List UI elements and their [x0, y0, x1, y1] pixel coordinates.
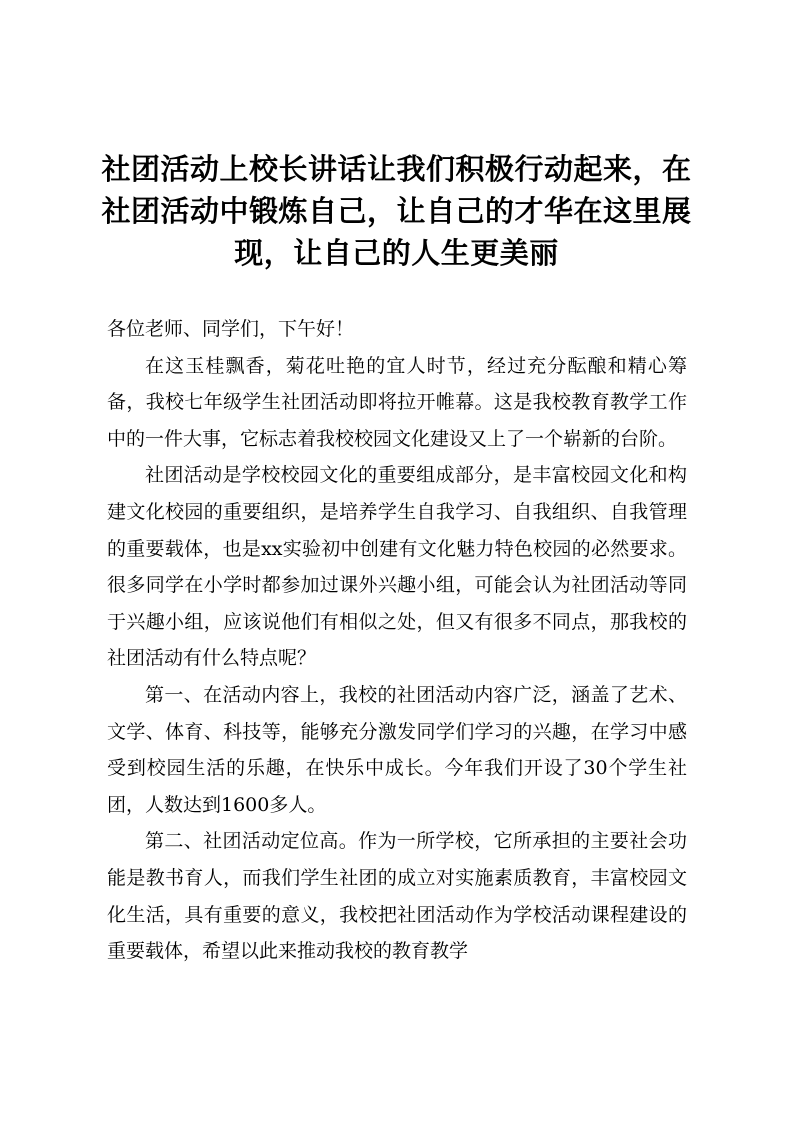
paragraph: 第二、社团活动定位高。作为一所学校，它所承担的主要社会功能是教书育人，而我们学生社团的成立对实施素质教育，丰富校园文化生活，具有重要的意义，我校把社团活动作为学校活动课程建设的重要载体，希望以此来推动我校的教育教学 [107, 830, 687, 963]
paragraph: 第一、在活动内容上，我校的社团活动内容广泛，涵盖了艺术、文学、体育、科技等，能够充分激发同学们学习的兴趣，在学习中感受到校园生活的乐趣，在快乐中成长。今年我们开设了30个学生社团，人数达到1600多人。 [107, 683, 687, 816]
document-title: 社团活动上校长讲话让我们积极行动起来，在社团活动中锻炼自己，让自己的才华在这里展现，让自己的人生更美丽 [101, 152, 692, 270]
document-body [107, 311, 687, 970]
greeting-line: 各位老师、同学们，下午好！ [107, 318, 355, 340]
paragraph: 社团活动是学校校园文化的重要组成部分，是丰富校园文化和构建文化校园的重要组织，是培养学生自我学习、自我组织、自我管理的重要载体，也是xx实验初中创建有文化魅力特色校园的必然要求。很多同学在小学时都参加过课外兴趣小组，可能会认为社团活动等同于兴趣小组，应该说他们有相似之处，但又有很多不同点，那我校的社团活动有什么特点呢？ [107, 464, 687, 670]
paragraph: 在这玉桂飘香，菊花吐艳的宜人时节，经过充分酝酿和精心筹备，我校七年级学生社团活动即将拉开帷幕。这是我校教育教学工作中的一件大事，它标志着我校校园文化建设又上了一个崭新的台阶。 [107, 354, 687, 450]
